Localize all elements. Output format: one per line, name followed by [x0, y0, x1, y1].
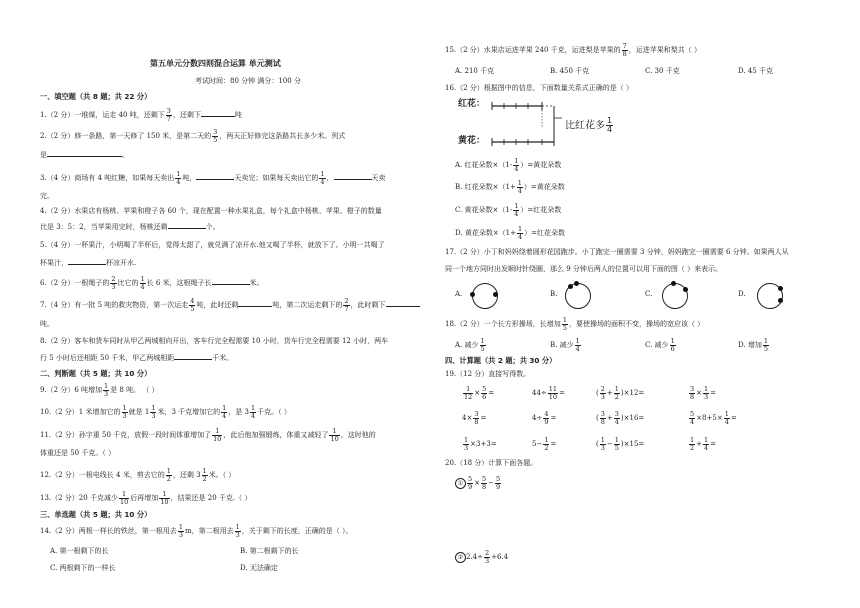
circle-diagram-b	[565, 283, 591, 309]
circle-diagram-a	[472, 283, 498, 309]
option-b[interactable]: B. 减少 $\frac{1}{4}$	[550, 337, 580, 353]
question-19: 19.（12 分）直接写得数。	[445, 370, 531, 378]
option-c[interactable]: C.	[645, 290, 653, 298]
option-a[interactable]: A.	[455, 290, 463, 298]
section-calculation: 四、计算题（共 2 题；共 30 分）	[445, 356, 557, 365]
question-12: 12.（2 分）一根电线长 4 米，剪去它的 $\frac{1}{2}$ ，还剩 3 $\frac{1}{2}$ 米。（ ）	[40, 467, 236, 483]
calc-item: $\frac{1}{2}$ + $\frac{1}{4}$ =	[690, 436, 717, 452]
option-c[interactable]: C. 黄花朵数×（1- $\frac{1}{4}$ ）=红花朵数	[455, 202, 562, 218]
option-d[interactable]: D. 增加 $\frac{1}{5}$	[738, 337, 768, 353]
calc-item: 4÷ $\frac{4}{9}$ =	[532, 410, 557, 426]
exam-info: 考试时间：80 分钟 满分：100 分	[195, 77, 301, 85]
question-2-line2: 是 。	[40, 151, 129, 159]
option-d[interactable]: D. 45 千克	[738, 67, 773, 75]
question-13: 13.（2 分）20 千克减少 $\frac{1}{10}$ 后再增加 $\frac{1}{10}$ ，结果还是 20 千克.（ ）	[40, 490, 252, 506]
page-title: 第五单元分数四则混合运算 单元测试	[150, 59, 281, 68]
question-6: 6.（2 分）一根绳子的 $\frac{2}{3}$ 比它的 $\frac{1}{4}$ 长 6 米，这根绳子长 米。	[40, 275, 264, 291]
option-a[interactable]: A. 红花朵数×（1- $\frac{1}{4}$ ）=黄花朵数	[455, 157, 562, 173]
answer-blank[interactable]	[174, 359, 212, 360]
question-3: 3.（4 分）商场有 4 吨红糖，如果每天卖出 $\frac{1}{4}$ 吨， 天卖完；如果每天卖出它的 $\frac{1}{4}$ ， 天卖	[40, 170, 386, 186]
option-c[interactable]: C. 30 千克	[645, 67, 680, 75]
question-2: 2.（2 分）修一条路，第一天修了 150 米，是第二天的 $\frac{3}{5}$ ，两天正好修完这条路共长多少米。列式	[40, 128, 346, 144]
answer-blank[interactable]	[212, 284, 250, 285]
question-9: 9.（2 分）6 吨增加 $\frac{1}{3}$ 是 8 吨。 （ ）	[40, 382, 159, 398]
question-8-line2: 行 5 小时后还相距 50 千米，甲乙两城相距 千米。	[40, 354, 234, 362]
option-b[interactable]: B. 红花朵数×（1+ $\frac{1}{4}$ ）=黄花朵数	[455, 179, 565, 195]
calc-item: $\frac{5}{4}$ ×8+5× $\frac{1}{4}$ =	[690, 410, 737, 426]
section-single-choice: 三、单选题（共 5 题；共 10 分）	[40, 510, 152, 519]
question-8: 8.（2 分）客车和货车同时从甲乙两城相向开出，客车行完全程需要 10 小时，货车行完全程需要 12 小时，两车	[40, 337, 389, 345]
question-7-line2: 吨。	[40, 320, 54, 328]
circle-diagram-d	[757, 283, 783, 309]
question-3-line2: 完。	[40, 192, 54, 200]
answer-blank[interactable]	[47, 156, 122, 157]
circle-diagram-c	[662, 283, 688, 309]
question-17-line2: 同一个地方同时出发顺时针绕圈，那么 9 分钟后两人的位置可以用下面的图（ ）来表示。	[445, 265, 723, 273]
yellow-flower-label: 黄花：	[458, 136, 486, 146]
option-d[interactable]: D. 黄花朵数×（1+ $\frac{1}{4}$ ）=红花朵数	[455, 225, 566, 241]
option-d[interactable]: D. 无法确定	[240, 564, 278, 572]
red-flower-label: 红花：	[458, 99, 486, 109]
option-b[interactable]: B.	[550, 290, 558, 298]
calc-item: ( $\frac{1}{3}$ − $\frac{1}{5}$ )×15=	[596, 436, 645, 452]
option-a[interactable]: A. 减少 $\frac{1}{5}$	[455, 337, 485, 353]
more-than-red-label: 比红花多 $\frac{1}{4}$	[565, 116, 613, 134]
calc-item-2: ② 2.4÷ $\frac{2}{3}$ +6.4	[455, 550, 508, 564]
answer-blank[interactable]	[201, 116, 235, 117]
question-14: 14.（2 分）两根一样长的铁丝，第一根用去 $\frac{1}{3}$ m，第二根用去 $\frac{1}{3}$ ，关于剩下的长度，正确的是（ ）。	[40, 523, 353, 539]
question-11-line2: 体重还是 50 千克。（ ）	[40, 449, 116, 457]
answer-blank[interactable]	[168, 228, 206, 229]
option-a[interactable]: A. 210 千克	[455, 67, 495, 75]
answer-blank[interactable]	[196, 179, 234, 180]
answer-blank[interactable]	[238, 306, 272, 307]
calc-item: $\frac{1}{3}$ ×3+3=	[464, 436, 497, 452]
question-20: 20.（18 分）计算下面各题。	[445, 459, 538, 467]
question-15: 15.（2 分）水果店运进苹果 240 千克，运进梨是苹果的 $\frac{7}{8}$ ，运进苹果和梨共（ ）	[445, 42, 701, 58]
calc-item: ( $\frac{2}{3}$ + $\frac{1}{2}$ )×12=	[596, 385, 645, 401]
question-4: 4.（2 分）水果店有杨桃、苹果和橙子各 60 个，现在配置一种水果礼盒，每个礼盒中杨桃、苹果、橙子的数量	[40, 207, 382, 215]
calc-item: 4× $\frac{3}{8}$ =	[462, 410, 487, 426]
question-1: 1.（2 分）一堆煤，运走 40 吨，还剩下 $\frac{3}{7}$ ，还剩下 吨	[40, 107, 242, 123]
question-5: 5.（4 分）一杯果汁，小明喝了半杯后，觉得太甜了，就兑满了凉开水.他又喝了半杯，就放下了。小明一共喝了	[40, 241, 385, 249]
question-11: 11.（2 分）孙宇重 50 千克，放假一段时间体重增加了 $\frac{1}{10}$ ，此后他加强锻炼，体重又减轻了 $\frac{1}{10}$ ，这时他的	[40, 427, 376, 443]
section-fill-blank: 一、填空题（共 8 题；共 22 分）	[40, 92, 152, 101]
calc-item: $\frac{3}{8}$ × $\frac{1}{3}$ =	[690, 385, 717, 401]
section-true-false: 二、判断题（共 5 题；共 10 分）	[40, 369, 152, 378]
option-b[interactable]: B. 450 千克	[550, 67, 590, 75]
calc-item: $\frac{1}{12}$ × $\frac{5}{6}$ =	[464, 385, 495, 401]
option-c[interactable]: C. 减少 $\frac{1}{6}$	[645, 337, 675, 353]
calc-item: ( $\frac{3}{8}$ + $\frac{3}{4}$ )×16=	[596, 410, 645, 426]
calc-item-1: ① $\frac{5}{9}$ × $\frac{5}{8}$ − $\frac{5}{9}$	[455, 476, 502, 490]
option-b[interactable]: B. 第二根剩下的长	[240, 547, 299, 555]
question-18: 18.（2 分）一个长方形操场，长增加 $\frac{1}{5}$ ，要使操场的面积不变，操场的宽应该（ ）	[445, 316, 705, 332]
question-4-line2: 比是 3：5：2，当苹果用完时，杨桃还剩 个。	[40, 223, 220, 231]
question-10: 10.（2 分）1 米增加它的 $\frac{1}{3}$ 就是 1 $\frac{1}{3}$ 米，3 千克增加它的 $\frac{1}{4}$ ，是 3 $\frac{1}{4}$ 千克。（ ）	[40, 404, 291, 420]
calc-item: 44÷ $\frac{11}{10}$ =	[532, 385, 565, 401]
answer-blank[interactable]	[68, 264, 106, 265]
option-d[interactable]: D.	[738, 290, 746, 298]
question-16: 16.（2 分）根据图中的信息，下面数量关系式正确的是（ ）	[445, 84, 634, 92]
question-5-line2: 杯果汁， 杯凉开水.	[40, 259, 137, 267]
answer-blank[interactable]	[334, 179, 372, 180]
option-a[interactable]: A. 第一根剩下的长	[50, 547, 109, 555]
question-7: 7.（4 分）有一批 5 吨的救灾物资，第一次运走 $\frac{4}{5}$ 吨，此时还剩 吨，第二次运走剩下的 $\frac{2}{7}$ ，此时剩下	[40, 298, 420, 312]
question-17: 17.（2 分）小丁和妈妈绕着圆形花园跑步。小丁跑完一圈需要 3 分钟，妈妈跑完一圈需要 6 分钟。如果两人从	[445, 248, 789, 256]
answer-blank[interactable]	[386, 306, 420, 307]
option-c[interactable]: C. 两根剩下的一样长	[50, 564, 116, 572]
calc-item: 5− $\frac{1}{2}$ =	[532, 436, 557, 452]
